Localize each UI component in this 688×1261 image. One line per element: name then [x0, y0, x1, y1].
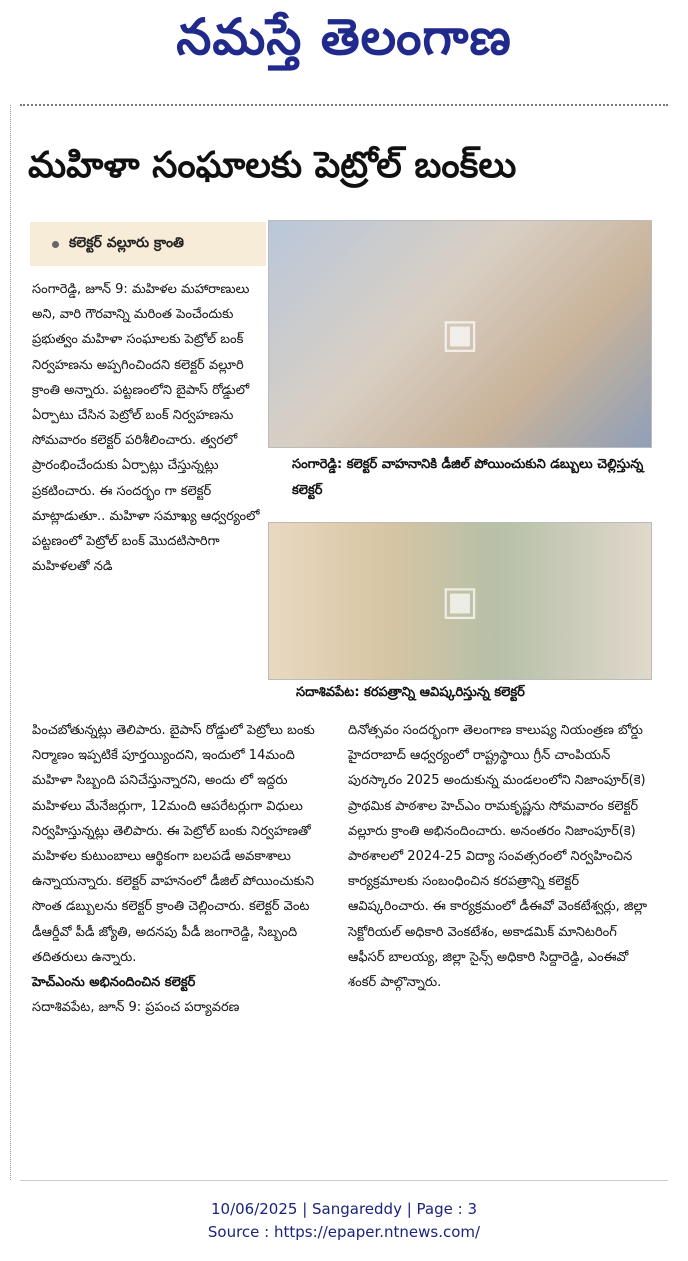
footer-date-page: 10/06/2025 | Sangareddy | Page : 3: [210, 1200, 477, 1218]
photo1-caption: సంగారెడ్డి: కలెక్టర్ వాహనానికి డీజిల్ పోయించుకుని డబ్బులు చెల్లిస్తున్న కలెక్టర్: [292, 457, 644, 498]
photo-pamphlet-release: [268, 522, 652, 680]
masthead-divider: [20, 94, 668, 106]
footer-source: Source : https://epaper.ntnews.com/: [207, 1223, 481, 1241]
footer: [0, 1198, 688, 1244]
article-text: పించబోతున్నట్లు తెలిపారు. బైపాస్ రోడ్డులో పెట్రోలు బంకు నిర్మాణం ఇప్పటికే పూర్తయ్యిందని, ఇందులో 14మంది మహిళా సిబ్బంది పనిచేస్తున్నారని, అందు లో ఇద్దరు మహిళలు మేనేజర్లుగా, 12మంది ఆపరేటర్లుగా విధులు నిర్వహిస్తున్నట్లు తెలిపారు. ఈ పెట్రోల్ బంకు నిర్వహణతో మహిళల కుటుంబాలు ఆర్థికంగా బలపడే అవకాశాలు ఉన్నాయన్నారు. కలెక్టర్ వాహనంలో డీజిల్ పోయించుకుని సొంత డబ్బులను కలెక్టర్ క్రాంతి చెల్లించారు. కలెక్టర్ వెంట డీఆర్డీవో పీడీ జ్యోతి, అదనపు పీడీ జంగారెడ్డి, సిబ్బంది తదితరులు ఉన్నారు.: [32, 723, 315, 965]
photo-icon: ▣: [441, 311, 479, 357]
left-margin-rule: [10, 105, 12, 1180]
photo-collector-diesel: [268, 220, 652, 448]
bullet-icon: [52, 241, 59, 248]
subheading: హెచ్ఎంను అభినందించిన కలెక్టర్: [32, 975, 196, 991]
article-column-1-continued: [32, 718, 334, 1020]
footer-divider: [20, 1180, 668, 1181]
masthead-title: నమస్తే తెలంగాణ: [176, 8, 512, 66]
photo2-caption: సదాశివపేట: కరపత్రాన్ని ఆవిష్కరిస్తున్న కలెక్టర్: [296, 685, 525, 700]
byline: [30, 222, 266, 266]
photo-icon: ▣: [441, 578, 479, 624]
article-column-2: దినోత్సవం సందర్భంగా తెలంగాణ కాలుష్య నియంత్రణ బోర్డు హైదరాబాద్ ఆధ్వర్యంలో రాష్ట్రస్థాయి గ్రీన్ చాంపియన్ పురస్కారం 2025 అందుకున్న మండలంలోని నిజాంపూర్(కె) ప్రాథమిక పాఠశాల హెచ్ఎం రామకృష్ణను సోమవారం కలెక్టర్ వల్లూరు క్రాంతి అభినందించారు. అనంతరం నిజాంపూర్(కె) పాఠశాలలో 2024-25 విద్యా సంవత్సరంలో నిర్వహించిన కార్యక్రమాలకు సంబంధించిన కరపత్రాన్ని కలెక్టర్ ఆవిష్కరించారు. ఈ కార్యక్రమంలో డీఈవో వెంకటేశ్వర్లు, జిల్లా సెక్టోరియల్ అధికారి వెంకటేశం, అకాడమిక్ మానిటరింగ్ ఆఫీసర్ బాలయ్య, జిల్లా సైన్స్ అధికారి సిద్దారెడ్డి, ఎంఈవో శంకర్ పాల్గొన్నారు.: [348, 723, 648, 991]
headline: మహిళా సంఘాలకు పెట్రోల్ బంక్‌లు: [28, 145, 517, 186]
byline-text: కలెక్టర్ వల్లూరు క్రాంతి: [69, 234, 184, 251]
article-column-1: సంగారెడ్డి, జూన్ 9: మహిళల మహారాణులు అని, వారి గౌరవాన్ని మరింత పెంచేందుకు ప్రభుత్వం మహిళా సంఘాలకు పెట్రోల్ బంక్ నిర్వహణను అప్పగించిందని కలెక్టర్ వల్లూరి క్రాంతి అన్నారు. పట్టణంలోని బైపాస్ రోడ్డులో ఏర్పాటు చేసిన పెట్రోల్ బంక్ నిర్వహణను సోమవారం కలెక్టర్ పరిశీలించారు. త్వరలో ప్రారంభించేందుకు ఏర్పాట్లు చేస్తున్నట్లు ప్రకటించారు. ఈ సందర్భం గా కలెక్టర్ మాట్లాడుతూ.. మహిళా సమాఖ్య ఆధ్వర్యంలో పట్టణంలో పెట్రోల్ బంక్ మొదటిసారిగా మహిళలతో నడి: [32, 282, 260, 575]
masthead: [0, 0, 688, 100]
subarticle-lead: సదాశివపేట, జూన్ 9: ప్రపంచ పర్యావరణ: [32, 1000, 240, 1016]
